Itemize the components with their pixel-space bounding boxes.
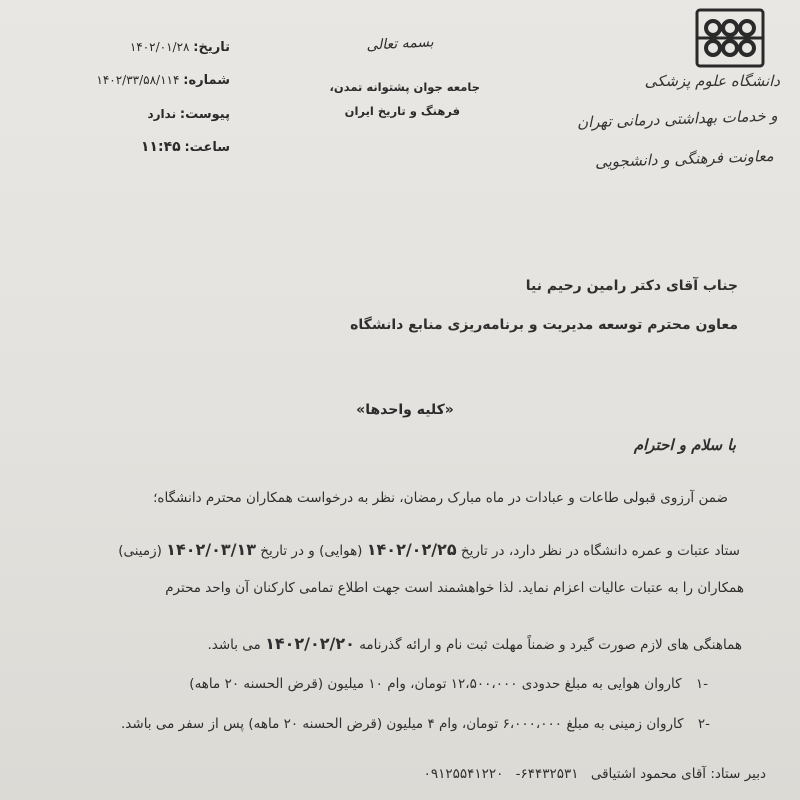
date-ground: ۱۴۰۲/۰۳/۱۳ [166,540,256,559]
meta-attachment: پیوست: ندارد [147,107,230,122]
org-slogan-line1: جامعه جوان پشتوانه تمدن، [329,80,480,94]
subject-line: «کلیه واحدها» [356,402,454,418]
org-slogan-line2: فرهنگ و تاریخ ایران [344,104,460,118]
addressee-name: جناب آقای دکتر رامین رحیم نیا [525,278,738,294]
list-item: -۱ کاروان هوایی به مبلغ حدودی ۱۲،۵۰۰،۰۰۰ تومان، وام ۱۰ میلیون (قرض الحسنه ۲۰ ماهه) [189,676,708,692]
university-name: دانشگاه علوم پزشکی [644,72,780,90]
deadline-date: ۱۴۰۲/۰۲/۲۰ [265,634,355,653]
university-services: و خدمات بهداشتی درمانی تهران [577,106,779,132]
meta-date: تاریخ: ۱۴۰۲/۰۱/۲۸ [129,40,230,55]
meta-number: شماره: ۱۴۰۲/۳۳/۵۸/۱۱۴ [96,73,230,88]
invocation-text: بسمه تعالی [365,34,435,54]
list-item: -۲ کاروان زمینی به مبلغ ۶،۰۰۰،۰۰۰ تومان، وام ۴ میلیون (قرض الحسنه ۲۰ ماهه) پس از سفر می باشد. [121,716,710,732]
addressee-title: معاون محترم توسعه مدیریت و برنامه‌ریزی منابع دانشگاه [350,317,738,333]
university-deputy: معاونت فرهنگی و دانشجویی [595,146,775,172]
body-line-4: هماهنگی های لازم صورت گیرد و ضمناً مهلت ثبت نام و ارائه گذرنامه ۱۴۰۲/۰۲/۲۰ می باشد. [207,634,742,653]
university-logo-icon [695,8,765,68]
body-line-2: ستاد عتبات و عمره دانشگاه در نظر دارد، در تاریخ ۱۴۰۲/۰۲/۲۵ (هوایی) و در تاریخ ۱۴۰۲/۰۳/۱۳ (زمینی) [118,540,740,559]
body-line-3: همکاران را به عتبات عالیات اعزام نماید. لذا خواهشمند است جهت اطلاع تمامی کارکنان آن واحد محترم [165,580,744,596]
secretary-line: دبیر ستاد: آقای محمود اشتیاقی ۶۴۴۳۲۵۳۱- ۰۹۱۲۵۵۴۱۲۲۰ [423,766,766,782]
greeting: با سلام و احترام [633,436,736,454]
body-line-1: ضمن آرزوی قبولی طاعات و عبادات در ماه مبارک رمضان، نظر به درخواست همکاران محترم دانشگاه؛ [153,490,728,506]
meta-time: ساعت: ۱۱:۴۵ [140,139,230,155]
date-air: ۱۴۰۲/۰۲/۲۵ [366,540,457,559]
